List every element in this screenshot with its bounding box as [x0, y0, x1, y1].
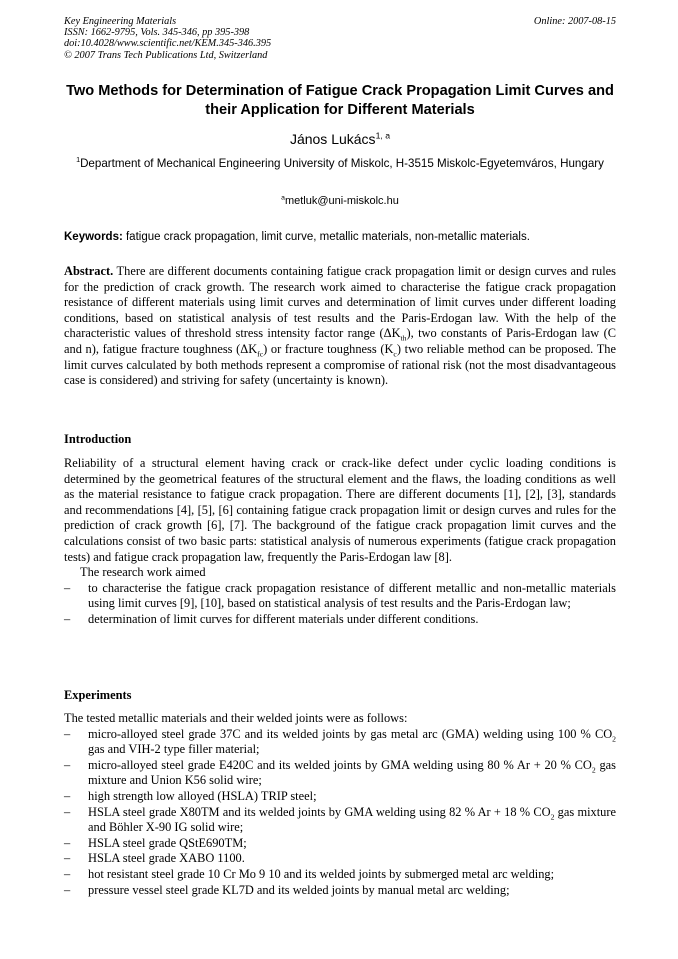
dash-bullet: –	[64, 851, 71, 866]
journal-header	[64, 16, 616, 61]
introduction-list	[64, 581, 616, 628]
doi-line: doi:10.4028/www.scientific.net/KEM.345-346.395	[64, 38, 272, 50]
experiments-section	[64, 711, 616, 898]
list-item-text: micro-alloyed steel grade 37C and its welded joints by gas metal arc (GMA) welding using 100 % CO	[88, 726, 613, 741]
keywords-text: fatigue crack propagation, limit curve, metallic materials, non-metallic materials.	[122, 231, 530, 243]
subscript: 2	[612, 734, 616, 744]
affiliation	[64, 156, 616, 172]
journal-name: Key Engineering Materials	[64, 16, 177, 27]
experiments-intro: The tested metallic materials and their welded joints were as follows:	[64, 711, 408, 725]
introduction-section	[64, 456, 616, 628]
subscript: 2	[550, 812, 555, 822]
list-item-text: pressure vessel steel grade KL7D and its welded joints by manual metal arc welding;	[88, 882, 510, 897]
issn-line: ISSN: 1662-9795, Vols. 345-346, pp 395-398	[64, 27, 250, 39]
list-item	[64, 851, 616, 867]
list-item	[64, 789, 616, 805]
list-item-text: micro-alloyed steel grade E420C and its welded joints by GMA welding using 80 % Ar + 20 % CO	[88, 757, 592, 772]
abstract-sub-c: c	[393, 349, 397, 359]
list-item	[64, 612, 616, 628]
list-item-text: gas and VIH-2 type filler material;	[88, 742, 260, 757]
list-item-text: HSLA steel grade X80TM and its welded joints by GMA welding using 82 % Ar + 18 % CO	[88, 804, 551, 819]
experiments-heading: Experiments	[64, 688, 132, 702]
copyright-line: © 2007 Trans Tech Publications Ltd, Switzerland	[64, 49, 268, 61]
dash-bullet: –	[64, 788, 71, 803]
list-item	[64, 758, 616, 789]
subscript: 2	[591, 765, 596, 775]
list-item	[64, 883, 616, 899]
dash-bullet: –	[64, 804, 71, 819]
list-item-text: determination of limit curves for different materials under different conditions.	[88, 611, 479, 626]
list-item-text: gas mixture and Union K56 solid wire;	[88, 757, 616, 788]
list-item-text: gas mixture and Böhler X-90 IG solid wire;	[88, 804, 616, 835]
list-item-text: hot resistant steel grade 10 Cr Mo 9 10 and its welded joints by submerged metal arc welding;	[88, 866, 555, 881]
list-item	[64, 581, 616, 612]
dash-bullet: –	[64, 580, 71, 595]
list-item-text: HSLA steel grade QStE690TM;	[88, 835, 247, 850]
abstract-text-2: ), two constants of Paris-Erdogan law (C and n), fatigue fracture toughness (ΔK	[64, 326, 616, 356]
abstract-text-1: There are different documents containing fatigue crack propagation limit or design curves and rules for the prediction of crack growth. The research work aimed to characterise the fatigue crack propagation resistance of different materials using limit curves and determination of limit curves under different loading conditions, based on statistical analysis of test results and the Paris-Erdogan law. With the help of the characteristic values of threshold stress intensity factor range (ΔK	[64, 264, 616, 341]
abstract-text-4: ) two reliable method can be proposed. The limit curves calculated by both methods represent a compromise of rational risk (not the most disadvantageous case is considered) and striving for safety (uncertainty is known).	[64, 341, 616, 388]
online-date: Online: 2007-08-15	[533, 16, 616, 27]
list-item	[64, 727, 616, 758]
dash-bullet: –	[64, 757, 71, 772]
author-superscript: 1, a	[375, 130, 391, 141]
paper-title: Two Methods for Determination of Fatigue Crack Propagation Limit Curves and their Application for Different Materials	[66, 83, 614, 118]
email-line	[64, 194, 616, 209]
keywords	[64, 230, 616, 245]
email-address[interactable]: metluk@uni-miskolc.hu	[284, 195, 399, 207]
list-item	[64, 836, 616, 852]
affiliation-text: Department of Mechanical Engineering University of Miskolc, H-3515 Miskolc-Egyetemváros, Hungary	[80, 157, 604, 170]
author-line	[64, 130, 616, 148]
list-item	[64, 805, 616, 836]
affiliation-superscript: 1	[76, 155, 81, 165]
email-superscript: a	[281, 194, 285, 202]
abstract-text-3: ) or fracture toughness (K	[263, 341, 394, 356]
list-item	[64, 867, 616, 883]
keywords-label: Keywords:	[64, 231, 123, 243]
list-item-text: HSLA steel grade XABO 1100.	[88, 851, 245, 866]
dash-bullet: –	[64, 835, 71, 850]
dash-bullet: –	[64, 866, 71, 881]
abstract	[64, 264, 616, 389]
dash-bullet: –	[64, 611, 71, 626]
materials-list	[64, 727, 616, 899]
list-item-text: high strength low alloyed (HSLA) TRIP steel;	[88, 788, 317, 803]
abstract-label: Abstract.	[64, 264, 114, 278]
dash-bullet: –	[64, 726, 71, 741]
list-item-text: to characterise the fatigue crack propagation resistance of different metallic and non-metallic materials using limit curves [9], [10], based on statistical analysis of test results and the Paris-Erdogan law;	[88, 580, 616, 611]
abstract-sub-fc: fc	[257, 349, 264, 359]
dash-bullet: –	[64, 882, 71, 897]
author-name: János Lukács	[289, 131, 376, 147]
introduction-paragraph: Reliability of a structural element having crack or crack-like defect under cyclic loading conditions is determined by the geometrical features of the structural element and the flaws, the loading conditions as well as the material resistance to fatigue crack propagation. There are different documents [1], [2], [3], standards and recommendations [4], [5], [6] containing fatigue crack propagation limit or design curves and rules for the prediction of crack growth [6], [7]. The background of the fatigue crack propagation limit curves and the calculations consist of two basic parts: statistical analysis of numerous experiments (fatigue crack propagation tests) and fatigue crack propagation law, frequently the Paris-Erdogan law [8].	[64, 456, 616, 564]
introduction-heading: Introduction	[64, 432, 132, 446]
introduction-lead: The research work aimed	[80, 565, 206, 580]
abstract-sub-th: th	[400, 333, 407, 343]
